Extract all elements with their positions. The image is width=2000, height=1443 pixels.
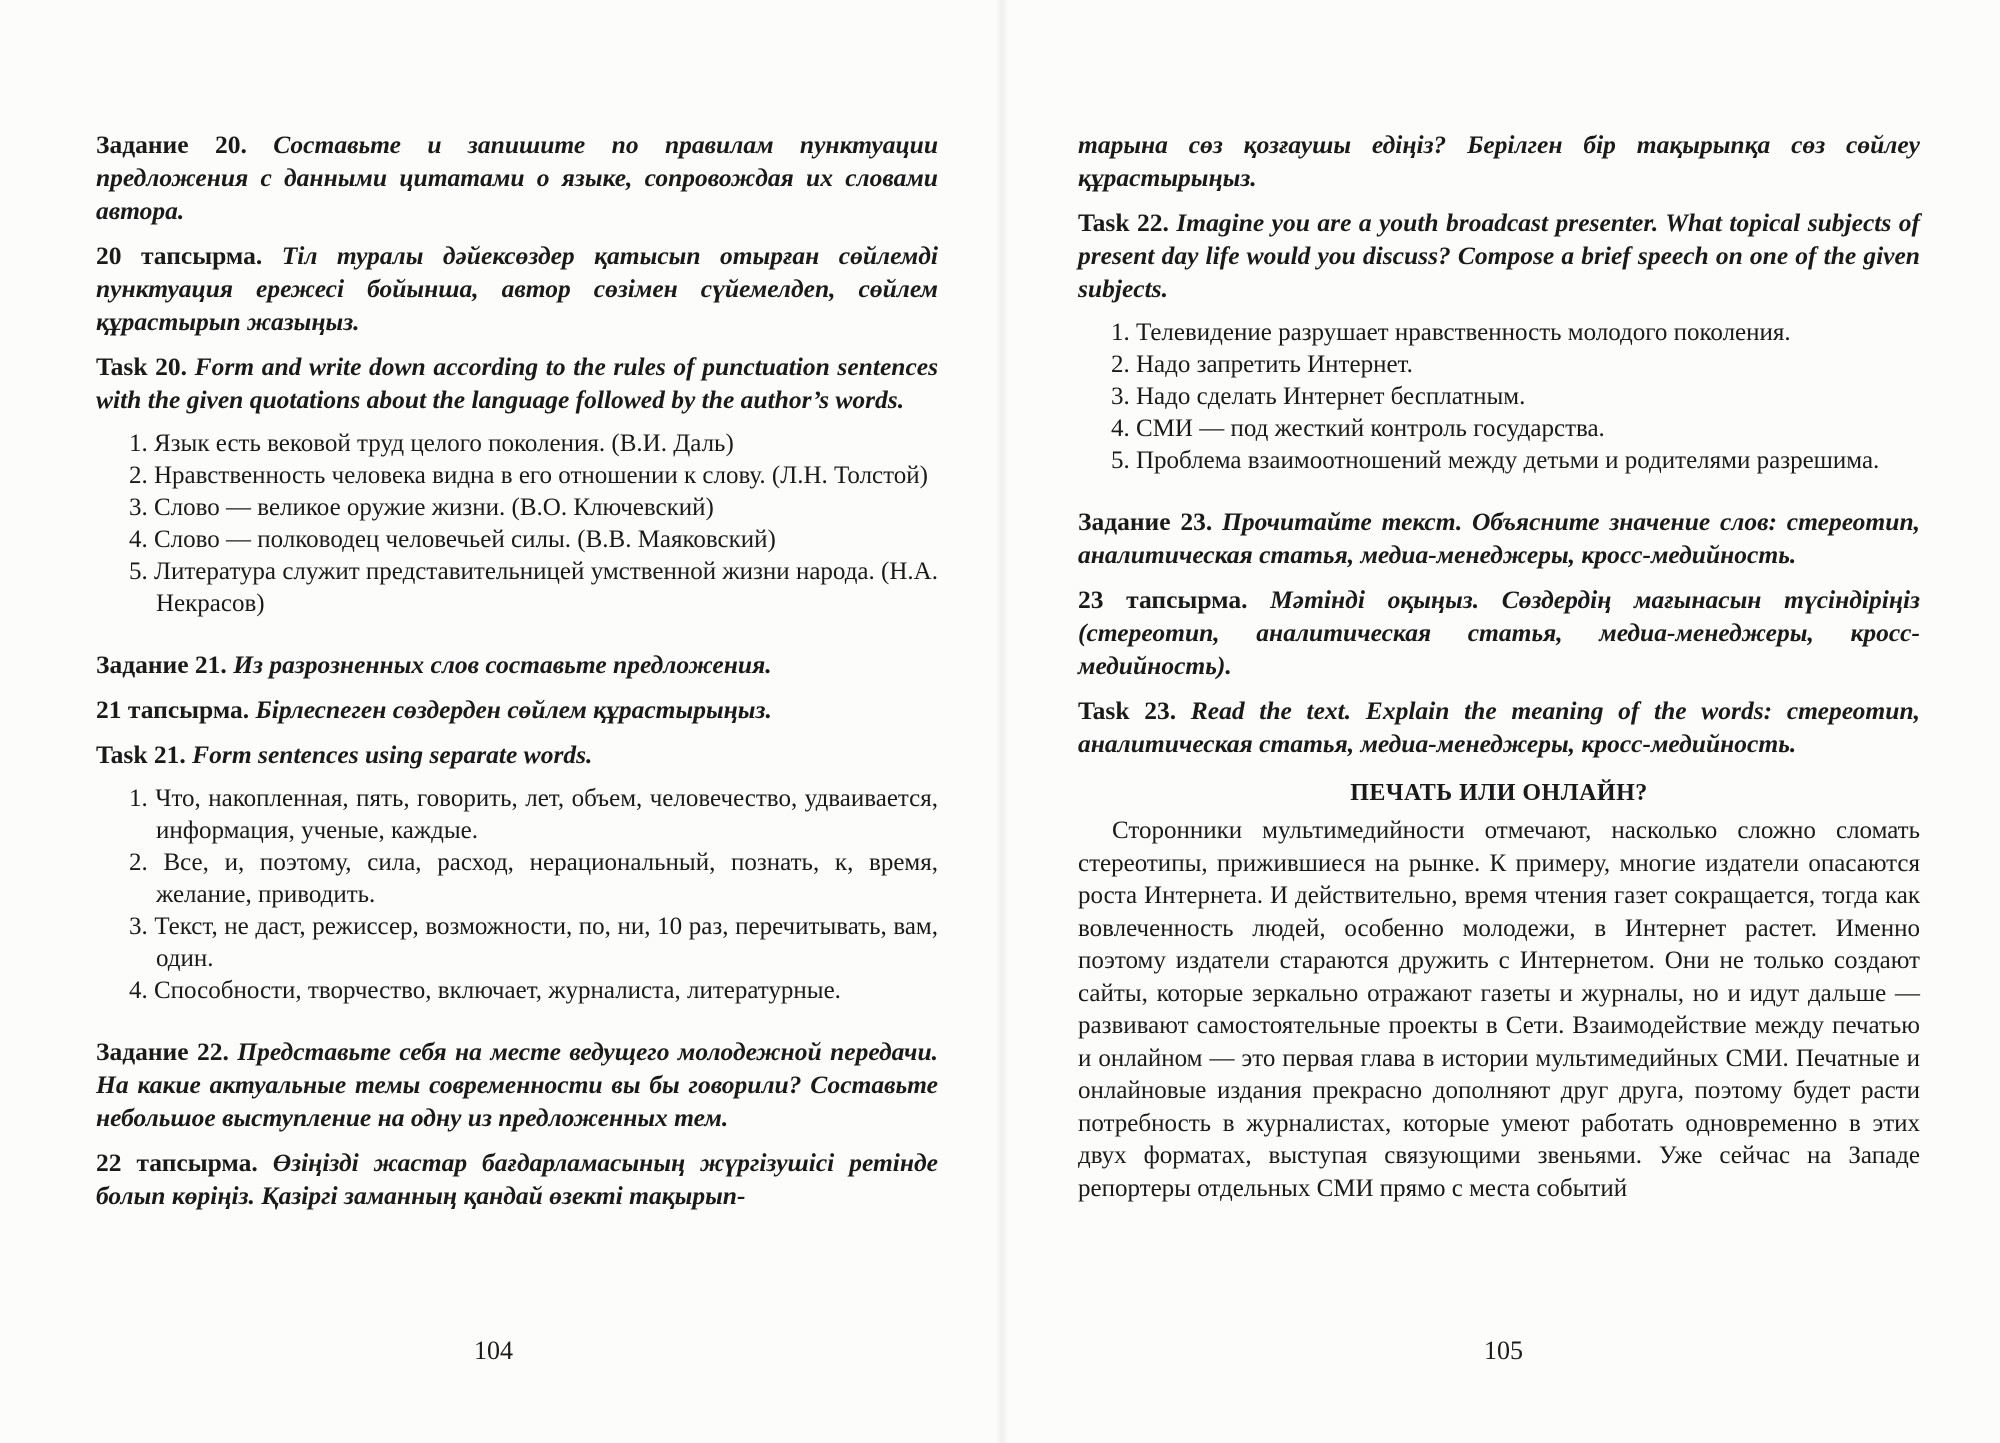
- task-label: 23 тапсырма.: [1078, 585, 1248, 614]
- task20-list: [96, 428, 938, 620]
- task23-kz: [1078, 583, 1920, 682]
- list-item: 2. Нравственность человека видна в его отношении к слову. (Л.Н. Толстой): [129, 462, 928, 489]
- page-number-left: 104: [474, 1336, 513, 1365]
- list-item: 1. Телевидение разрушает нравственность молодого поколения.: [1111, 319, 1791, 346]
- task-instruction: Составьте и запишите по правилам пунктуации предложения с данными цитатами о языке, сопровождая их словами автора.: [96, 130, 938, 225]
- task22-ru: [96, 1035, 938, 1134]
- task23-en: [1078, 694, 1920, 760]
- list-item: 3. Надо сделать Интернет бесплатным.: [1111, 383, 1526, 410]
- task20-en: [96, 350, 938, 416]
- task-instruction: Мәтінді оқыңыз. Сөздердің мағынасын түсіндіріңіз (стереотип, аналитическая статья, медиа-менеджеры, кросс-медийность).: [1078, 585, 1921, 680]
- task-instruction: Бірлеспеген сөздерден сөйлем құрастырыңыз.: [255, 695, 772, 724]
- task-label: Task 22.: [1078, 208, 1169, 237]
- list-item: 3. Слово — великое оружие жизни. (В.О. Ключевский): [129, 494, 714, 521]
- task22-list: [1078, 317, 1920, 477]
- task-instruction: Өзіңізді жастар бағдарламасының жүргізушісі ретінде болып көріңіз. Қазіргі заманның қандай өзекті тақырып-: [96, 1148, 938, 1210]
- list-item: 1. Язык есть вековой труд целого поколения. (В.И. Даль): [129, 430, 734, 457]
- list-item: 2. Надо запретить Интернет.: [1111, 351, 1413, 378]
- list-item: 1. Что, накопленная, пять, говорить, лет, объем, человечество, удваивается, информация, ученые, каждые.: [129, 785, 938, 844]
- task-instruction: Прочитайте текст. Объясните значение слов: стереотип, аналитическая статья, медиа-менеджеры, кросс-медийность.: [1078, 507, 1920, 569]
- task-label: 22 тапсырма.: [96, 1148, 258, 1177]
- list-item: 2. Все, и, поэтому, сила, расход, нерациональный, познать, к, время, желание, приводить.: [129, 849, 938, 908]
- task-label: 20 тапсырма.: [96, 241, 263, 270]
- task22-kz: [96, 1146, 938, 1212]
- task-label: Задание 20.: [96, 130, 247, 159]
- task-instruction: тарына сөз қозғаушы едіңіз? Берілген бір тақырыпқа сөз сөйлеу құрастырыңыз.: [1078, 130, 1920, 192]
- task-label: Task 20.: [96, 352, 188, 381]
- task21-en: [96, 738, 938, 771]
- task-label: Задание 22.: [96, 1037, 229, 1066]
- article-title: ПЕЧАТЬ ИЛИ ОНЛАЙН?: [1350, 780, 1648, 806]
- list-item: 4. Способности, творчество, включает, журналиста, литературные.: [129, 977, 841, 1004]
- left-page: [96, 128, 938, 1224]
- task-label: 21 тапсырма.: [96, 695, 250, 724]
- article: [1078, 815, 1920, 1205]
- page-number-right: 105: [1484, 1336, 1523, 1365]
- list-item: 5. Проблема взаимоотношений между детьми и родителями разрешима.: [1111, 447, 1880, 474]
- task22-en: [1078, 206, 1920, 305]
- task-instruction: Imagine you are a youth broadcast presenter. What topical subjects of present day life would you discuss? Compose a brief speech on one of the given subjects.: [1078, 208, 1920, 303]
- task21-kz: [96, 693, 938, 726]
- article-body: Сторонники мультимедийности отмечают, насколько сложно сломать стереотипы, прижившиеся на рынке. К примеру, многие издатели опасаются роста Интернета. И действительно, время чтения газет сокращается, тогда как вовлеченность людей, особенно молодежи, в Интернет растет. Именно поэтому издатели стараются дружить с Интернетом. Они не только создают сайты, которые зеркально отражают газеты и журналы, но и идут дальше — развивают самостоятельные проекты в Сети. Взаимодействие между печатью и онлайном — это первая глава в истории мультимедийных СМИ. Печатные и онлайновые издания прекрасно дополняют друг друга, поэтому будет расти потребность в журналистах, которые умеют работать одновременно в этих двух форматах, выступая связующими звеньями. Уже сейчас на Западе репортеры отдельных СМИ прямо с места событий: [1078, 817, 1920, 1202]
- task21-ru: [96, 648, 938, 681]
- task-instruction: Form sentences using separate words.: [192, 740, 593, 769]
- task-instruction: Form and write down according to the rules of punctuation sentences with the given quotations about the language followed by the author’s words.: [96, 352, 938, 414]
- right-page: [1078, 128, 1920, 1205]
- task22-kz-continued: [1078, 128, 1920, 194]
- task-label: Task 21.: [96, 740, 186, 769]
- book-gutter: [995, 0, 1009, 1443]
- task-label: Task 23.: [1078, 696, 1177, 725]
- task-instruction: Из разрозненных слов составьте предложения.: [233, 650, 772, 679]
- task-instruction: Тіл туралы дәйексөздер қатысып отырған сөйлемді пунктуация ережесі бойынша, автор сөзімен сүйемелдеп, сөйлем құрастырып жазыңыз.: [96, 241, 939, 336]
- task20-ru: [96, 128, 938, 227]
- list-item: 4. Слово — полководец человечьей силы. (В.В. Маяковский): [129, 526, 776, 553]
- task-label: Задание 21.: [96, 650, 227, 679]
- task23-ru: [1078, 505, 1920, 571]
- task-instruction: Представьте себя на месте ведущего молодежной передачи. На какие актуальные темы современности вы бы говорили? Составьте небольшое выступление на одну из предложенных тем.: [96, 1037, 939, 1132]
- task-instruction: Read the text. Explain the meaning of the words: стереотип, аналитическая статья, медиа-менеджеры, кросс-медийность.: [1078, 696, 1921, 758]
- task20-kz: [96, 239, 938, 338]
- list-item: 3. Текст, не даст, режиссер, возможности, по, ни, 10 раз, перечитывать, вам, один.: [129, 913, 938, 972]
- list-item: 4. СМИ — под жесткий контроль государства.: [1111, 415, 1605, 442]
- list-item: 5. Литература служит представительницей умственной жизни народа. (Н.А. Некрасов): [129, 558, 938, 617]
- task-label: Задание 23.: [1078, 507, 1213, 536]
- task21-list: [96, 783, 938, 1007]
